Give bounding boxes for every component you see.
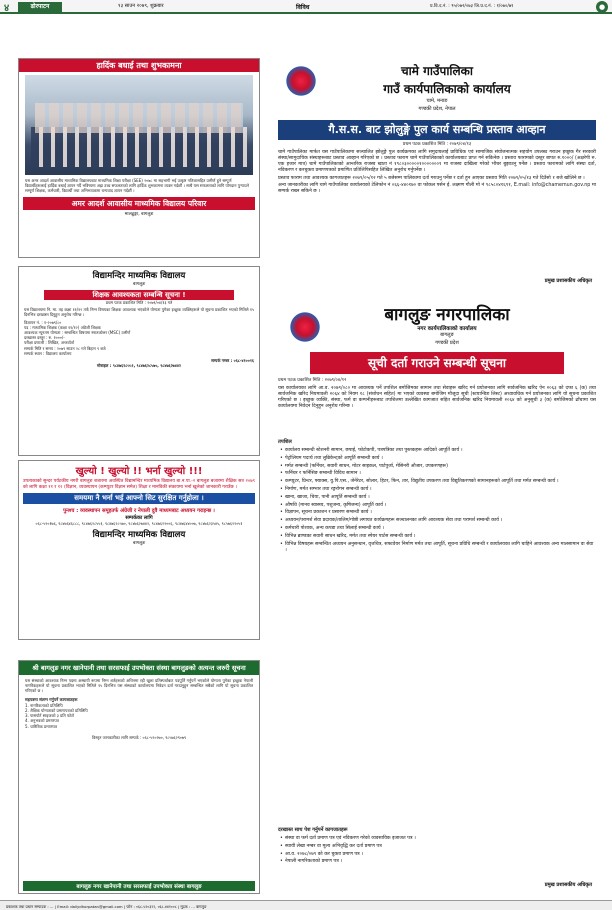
chame-address2: गण्डकी प्रदेश, नेपाल xyxy=(418,106,456,112)
notice-items xyxy=(24,320,254,356)
coop-doc-item: 5. चारित्रिक प्रमाणपत्र xyxy=(25,723,57,729)
notice-item: विज्ञापन नं. : १-२०७९/८० xyxy=(24,319,62,325)
admission-body: उपत्यकाको सुन्दर पर्यटकीय नगरी बागलुङ बजारमा अवस्थित विद्यामन्दिर माध्यमिक विद्यालय बा.न.पा.-२ बागलुङ बजारमा शैक्षिक सत्र २०७९ को लागि कक्षा ११ र १२ (विज्ञान, व्यवस्थापन (कम्प्युटर विज्ञान समेत) शिक्षा र मानविकी संकायमा भर्ना खुलेको जानकारी गराउँछ । xyxy=(23,479,255,490)
ad-admission xyxy=(18,460,260,640)
notice-baglung xyxy=(268,300,606,894)
page-number: ४ xyxy=(4,3,10,14)
baglung-address1: बागलुङ xyxy=(440,332,454,338)
notice-item: आवश्यक न्यूनतम योग्यता : सम्बन्धित विषयमा स्नातकोत्तर (MSC) उत्तीर्ण xyxy=(24,330,131,336)
chame-body-3: अन्य जानकारीका लागि चामे गाउँपालिका कार्यालयको टेलिफोन नं ०६६-४४०१७० वा फोकल पर्सन ई. लक्ष्मण गौली मो नं ९८५८०४१६९१, E.mail: info@chamemun.gov.np मा सम्पर्क राख्न सकिने छ । xyxy=(278,183,596,194)
coop-title: श्री बागलुङ नगर खानेपानी तथा सरसफाई उपभोक्ता संस्था बागलुङको अत्यन्त जरुरी सूचना xyxy=(19,661,259,675)
list-item: • कर्मचारी पोशाक, अन्य कपडा तथा सिलाई सम्बन्धी कार्य । xyxy=(280,526,594,532)
baglung-docs xyxy=(280,836,594,867)
school-address: बागलुङ xyxy=(132,282,146,287)
admission-note: पुनश्च : व्यवस्थापन समूहतर्फ अंग्रेजी र नेपाली दुवै माध्यमबाट अध्ययन गराइन्छ । xyxy=(63,508,215,514)
list-item: • खाना, खाजा, चिया, पानी आपूर्ति सम्बन्धी कार्य । xyxy=(280,495,594,501)
admission-contacts: ०६८-५२०१७६, ९८४७६४६८८८, ९८४७६२८५५१, ९८४७६२८५७०, ९८४७६२७४४२, ९८४७६२२००६, ९८४७६४४००७, ९८४७६२३५४५, ९८५७६२२०५१ xyxy=(35,521,243,526)
coop-doc-item: 3. पासपोर्ट साइजको ३ प्रति फोटो xyxy=(25,713,75,719)
notice-item: परीक्षा प्रणाली : लिखित, अन्तर्वार्ता xyxy=(24,340,74,346)
notice-chame xyxy=(268,60,606,290)
wishes-title: हार्दिक बधाई तथा शुभकामना xyxy=(19,59,259,72)
chame-body-1: चामे गाउँपालिका मार्फत यस गाउँपालिकामा सञ्चालित झोलुङ्गे पुल कार्यक्रमका लागि समुदायलाई प्राविधिक एवं सामाजिक संयोजनात्मक सहयोग उपलब्ध गराउन इच्छुक गैर सरकारी संस्था/सामुदायिक संस्थाहरूबाट प्रस्ताव आव्हान गरिएको छ । प्रस्ताव फाराम चामे गाउँपालिकाको कार्यालयबाट प्राप्त गर्न सकिनेछ । प्रस्ताव फारामको दस्तुर बापत रु.१०००/ (अक्षरेपी रु. एक हजार मात्र) चामे गाउँपालिकाको आन्तरिक राजस्व खाता नं १९८०३०००००१०००००००१ मा राजस्व दाखिला गरेको भौचर बुझाउनु पर्नेछ । प्रस्ताव फारामको लागि संस्था दर्ता, नविकरण र करचुक्ता प्रमाणपत्रको प्रमाणित प्रतिलिपिसहित लिखित अनुरोध गर्नुपर्नेछ । xyxy=(278,150,596,173)
chame-date: प्रथम पटक प्रकाशित मिति : २०७९/०४/१३ xyxy=(402,142,472,147)
doc-item: • आ.व. २०७८/०७९ को कर चुक्ता प्रमाण पत्र । xyxy=(280,852,594,858)
doc-item: • नेपाली नागरिकताको प्रमाण पत्र । xyxy=(280,859,594,865)
coop-docs-label: सहपत्रमा संलग्न गर्नुपर्ने कागजातहरू xyxy=(25,696,78,702)
wishes-org-name: अमर आदर्श आवासीय माध्यमिक विद्यालय परिवार xyxy=(23,197,255,210)
list-item: • मर्मत सम्बन्धी (फर्निचर, सवारी साधन, मोटर साइकल, पार्टपुर्जा, मेसिनरी औजार, उपकरणहरू) xyxy=(280,464,594,470)
masthead: ढोरपाटन xyxy=(18,2,62,12)
coop-doc-item: 4. अनुभवको प्रमाणपत्र xyxy=(25,718,59,724)
page-footer xyxy=(0,900,612,910)
coop-doc-item: 1. नागरिकताको प्रतिलिपि xyxy=(25,702,63,708)
footer-text: प्रकाशक तथा प्रधान सम्पादक : ... | Email: dailydhorpatan@gmail.com | फोन : ०६८-५२०३२२, ०६८-४४१००८ | मुद्रक : ... बागलुङ xyxy=(6,904,207,909)
ad-vidyamandir-notice xyxy=(18,266,260,456)
notice-item: पद : माध्यमिक शिक्षक (कक्षा ११/१२) अंग्रेजी शिक्षक xyxy=(24,324,101,330)
registration-number: प्र.वि.द.नं. : ९५/०७२/०७३ जि.प्र.द.नं. : १/०७०/७१ xyxy=(430,4,514,9)
admission-contact-label: सम्पर्कका लागि xyxy=(125,515,153,521)
list-item: • विभिन्न विषयहरू सम्बन्धित अध्ययन अनुसन्धान, वृत्तचित्र, सफ्टवेयर निर्माण मर्मत तथा आपूर्ति, सूचना प्रविधि सम्बन्धी र कार्यालयका लागि चाहिने आवश्यक अन्य मालसामान वा सेवा । xyxy=(280,542,594,554)
coop-body: यस संस्थाको आवश्यक निम्न पदमा अस्थायी रूपमा निम्न शर्तहरूको अधिनमा रही खुला प्रतिस्पर्धाबाट पदपूर्ति गर्नुपर्ने भएकोले योग्यता पुगेका इच्छुक नेपाली नागरिकहरूले यो सूचना प्रकाशित भएको मितिले १५ दिनभित्र यस संस्थाको कार्यालयमा निवेदन दर्ता गराउनुहुन सम्बन्धित सबैको लागि यो सूचना प्रकाशित गरिएको छ । xyxy=(25,678,253,694)
notice-body: यस विद्यालयमा नि. मा. तह कक्षा ११/१२ तर्फ निम्न विषयका शिक्षक आवश्यक भएकोले योग्यता पुगेका इच्छुक व्यक्तिहरूले यो सूचना प्रकाशित भएको मितिले १५ दिनभित्र दरखास्त दिनुहुन अनुरोध गरिन्छ । xyxy=(24,307,254,318)
admission-headline: खुल्यो ! खुल्यो !! भर्ना खुल्यो !!! xyxy=(75,466,203,477)
section-name: विविध xyxy=(296,4,310,11)
admission-highlight: समयमा नै भर्ना भई आफ्नो सिट सुरक्षित गर्नुहोला । xyxy=(23,493,255,504)
wishes-address: मालढुङ्गा, बागलुङ xyxy=(124,211,154,217)
baglung-list xyxy=(280,448,594,556)
baglung-title: बागलुङ नगरपालिका xyxy=(384,305,510,325)
doc-item: • स्थायी लेखा नम्बर वा मूल्य अभिवृद्धि कर दर्ता प्रमाण पत्र xyxy=(280,844,594,850)
chame-title: चामे गाउँपालिका xyxy=(400,64,473,78)
page-header xyxy=(0,0,612,14)
list-item: • पेट्रोलियम पदार्थ तथा लुब्रिकेन्ट्को आपूर्ति सम्बन्धी कार्य । xyxy=(280,456,594,462)
baglung-list-label: तपशिल xyxy=(278,439,292,445)
list-item: • निर्माण, मर्मत सम्भार तथा रङ्गरोगन सम्बन्धी कार्य । xyxy=(280,487,594,493)
admission-footer: विद्यामन्दिर माध्यमिक विद्यालय xyxy=(92,530,186,541)
chame-signature: प्रमुख प्रशासकीय अधिकृत xyxy=(544,278,592,284)
baglung-date: प्रथम पटक प्रकाशित मिति : २०७९/०४/१२ xyxy=(278,378,347,383)
chame-body-2: प्रस्ताव फाराम तथा आवश्यक कागजातहरू २०७९/०५/१२ गते ५ बजेसम्म पालिकामा दर्ता गराउनु पर्नेछ र दर्ता हुन आएका प्रस्ताव मिति २०७९/०५/१३ गते दिउँसो १ बजे खोलिने छ । xyxy=(278,175,585,181)
chame-subtitle: गाउँ कार्यपालिकाको कार्यालय xyxy=(383,82,511,96)
notice-item: सम्पर्क स्थान : विद्यालय कार्यालय xyxy=(24,350,72,356)
admission-footer-address: बागलुङ xyxy=(132,541,146,547)
baglung-signature: प्रमुख प्रशासकीय अधिकृत xyxy=(544,882,592,888)
list-item: • विज्ञापन, सूचना प्रकाशन र प्रसारण सम्बन्धी कार्य । xyxy=(280,510,594,516)
notice-mobile: मोबाइल : ९८४७६२८५५१, ९८४७६२८५७०, ९८४७६२७४४२ xyxy=(96,363,182,369)
students-group-photo xyxy=(25,75,253,175)
coop-docs-list xyxy=(19,702,259,729)
notice-date: प्रथम पटक प्रकाशित मिति : २०७९/०४/१३ गते xyxy=(105,300,173,305)
baglung-subtitle: नगर कार्यपालिकाको कार्यालय xyxy=(417,326,477,332)
issue-date: १३ साउन २०७९, शुक्रबार xyxy=(118,3,164,9)
drop-logo-icon: ● xyxy=(596,1,608,13)
coop-doc-item: 2. शैक्षिक योग्यताको प्रमाणपत्रको प्रतिलिपि xyxy=(25,708,88,714)
baglung-docs-label: दरखास्त साथ पेश गर्नुपर्ने कागजातहरू xyxy=(278,827,348,833)
list-item: • कम्प्युटर, प्रिन्टर, फ्याक्स, यु.पि.एस., जेनेरेटर, सोलार, हिटर, फिन, तार, विद्युतीय उपकरण तथा विद्युतिकरणको सामानहरूको आपूर्ति तथा मर्मत सम्बन्धी कार्य । xyxy=(280,479,594,485)
chame-body-block xyxy=(278,150,596,197)
notice-title: शिक्षक आवश्यकता सम्बन्धि सूचना ! xyxy=(44,290,234,300)
wishes-body: यस अमर आदर्श आवासीय माध्यमिक विद्यालयबाट माध्यमिक शिक्षा परीक्षा (SEE) २०७८ मा सहभागी भई उत्कृष्ट नतिजासहित उत्तीर्ण हुने सम्पूर्ण विद्यार्थीहरूलाई हार्दिक बधाई ज्ञापन गर्दै भविष्यमा अझ उच्च सफलताको लागि हार्दिक शुभकामना व्यक्त गर्दछौं । साथै यस सफलताको लागि योगदान पुर्‍याउने सम्पूर्ण शिक्षक, कर्मचारी, विद्यार्थी तथा अभिभावकमा धन्यवाद ज्ञापन गर्दछौं । xyxy=(25,178,249,194)
list-item: • फर्निचर र फर्निसिङ सम्बन्धी विविध सामान । xyxy=(280,471,594,477)
list-item: • औषधि (मानव स्वास्थ्य, पशुजन्य, कृषिजन्य) आपूर्ति कार्य । xyxy=(280,503,594,509)
notice-phone: सम्पर्क नम्बर : ०६८-४१००१६ xyxy=(211,358,254,364)
notice-item: दरखास्त दस्तुर : रु. १०००/- xyxy=(24,335,65,341)
notice-item: सम्पर्क मिति र समय : २०७९ साउन २८ गते बिहान ९ बजे xyxy=(24,345,106,351)
baglung-headline: सूची दर्ता गराउने सम्बन्धी सूचना xyxy=(310,352,564,374)
baglung-address2: गण्डकी प्रदेश xyxy=(435,340,459,346)
ad-wishes xyxy=(18,58,260,258)
chame-address1: चामे, मनाङ xyxy=(426,98,448,104)
chame-headline: गै.स.स. बाट झोलुङ्गे पुल कार्य सम्बन्धि प्रस्ताव आव्हान xyxy=(278,120,596,140)
school-name: विद्यामन्दिर माध्यमिक विद्यालय xyxy=(92,271,186,281)
ad-cooperative xyxy=(18,660,260,894)
coop-contact: विस्तृत जानकारीका लागि सम्पर्क : ०६८-५२०२७०, ९८५७६२९०७९ xyxy=(91,734,187,740)
list-item: • कार्यालय सम्बन्धी स्टेशनरी सामान, छपाई, फोटोकपी, पत्रपत्रिका तथा पुस्तकहरू आदिको आपूर्ति कार्य । xyxy=(280,448,594,454)
coop-footer: बागलुङ नगर खानेपानी तथा सरसफाई उपभोक्ता संस्था बागलुङ xyxy=(23,881,255,891)
list-item: • अध्ययन/परामर्श सेवा प्रदायक/तालिम/गोष्ठी लगायत कार्यक्रमहरू सञ्चालनका लागि आवश्यक सेवा तथा परामर्श सम्बन्धी कार्य । xyxy=(280,518,594,524)
baglung-body: यस कार्यालयका लागि आ.व. २०७९/०८० मा आवश्यक पर्ने तपशिल बमोजिमका सामान तथा सेवाहरू खरिद गर्न प्रयोजनका लागि सार्वजनिक खरिद ऐन २०६३ को दफा ६ (क) तथा सार्वजनिक खरिद नियमावली २०६४ को नियम १८ (संशोधन सहित) मा भएको व्यवस्था बमोजिम मौजूदा सूची (स्टयान्डिङ लिस्ट) अध्यावधिक गर्न प्रयोजनका लागि यो सूचना प्रकाशित गरिएको छ । इच्छुक व्यक्ति, संस्था, फर्म वा कम्पनीहरूबाट तपशिलमा उल्लेखित कागजात सहित सार्वजनिक खरिद नियमावली २०६४ को अनुसूची ३ (क) बमोजिमको ढाँचामा यस कार्यालयमा निवेदन दिनुहुन अनुरोध गरिन्छ । xyxy=(278,386,596,409)
doc-item: • संस्था वा फर्म दर्ता प्रमाण पत्र एवं नविकरण गरेको व्यवसायिक इजाजत पत्र । xyxy=(280,836,594,842)
list-item: • विभिन्न ब्राण्डका सवारी साधन खरिद, मर्मत तथा स्पेयर पार्टस सम्बन्धी कार्य । xyxy=(280,534,594,540)
